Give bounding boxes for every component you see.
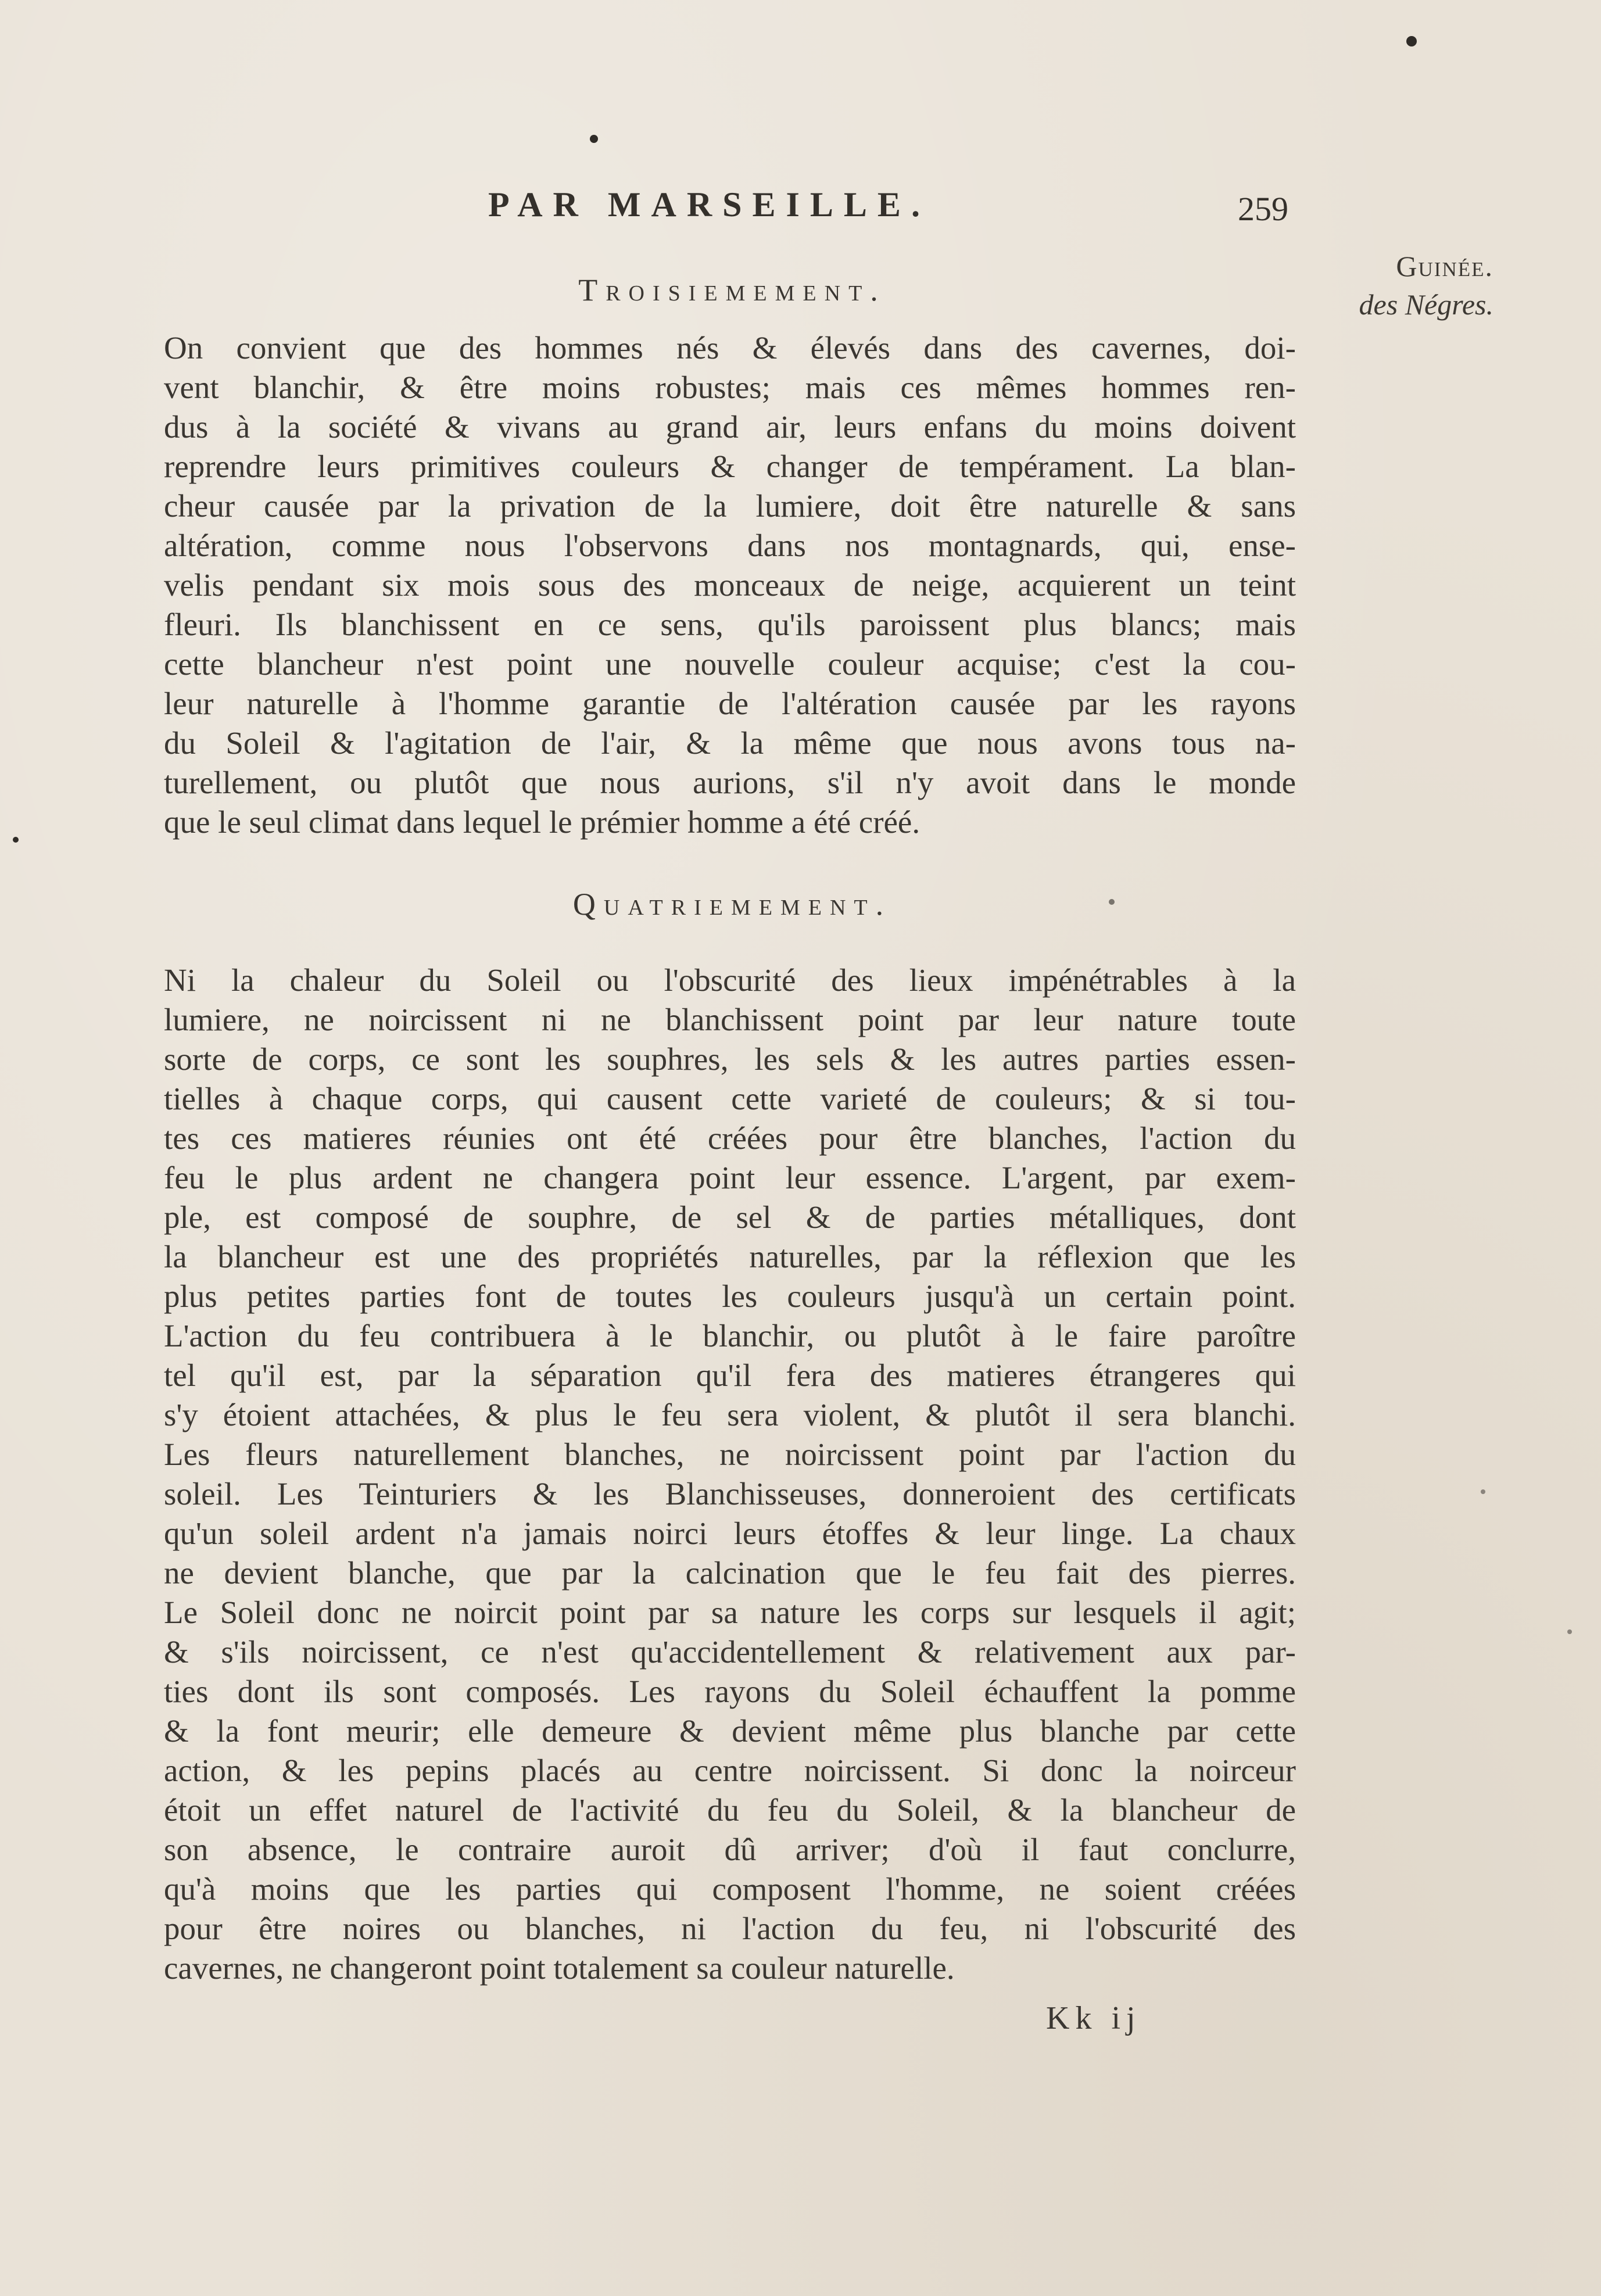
text-line: velis pendant six mois sous des monceaux de neige, acquierent un teint <box>164 567 1296 603</box>
text-line: L'action du feu contribuera à le blanchir, ou plutôt à le faire paroître <box>164 1318 1296 1353</box>
text-line: Ni la chaleur du Soleil ou l'obscurité des lieux impénétrables à la <box>164 962 1296 998</box>
text-line: ne devient blanche, que par la calcination que le feu fait des pierres. <box>164 1555 1296 1591</box>
text-line: qu'un soleil ardent n'a jamais noirci leurs étoffes & leur linge. La chaux <box>164 1516 1296 1551</box>
text-line: altération, comme nous l'observons dans nos montagnards, qui, ense- <box>164 528 1296 563</box>
text-line: la blancheur est une des propriétés naturelles, par la réflexion que les <box>164 1239 1296 1274</box>
signature-mark: Kk ij <box>1046 2000 1141 2036</box>
text-line: lumiere, ne noircissent ni ne blanchissent point par leur nature toute <box>164 1002 1296 1037</box>
text-line: Les fleurs naturellement blanches, ne noircissent point par l'action du <box>164 1437 1296 1472</box>
section-heading: Quatriemement. <box>572 887 892 922</box>
text-line: Le Soleil donc ne noircit point par sa nature les corps sur lesquels il agit; <box>164 1595 1296 1630</box>
text-line: reprendre leurs primitives couleurs & changer de tempérament. La blan- <box>164 449 1296 484</box>
text-line: pour être noires ou blanches, ni l'action du feu, ni l'obscurité des <box>164 1911 1296 1946</box>
paper-speck <box>1406 36 1417 46</box>
text-line: vent blanchir, & être moins robustes; mais ces mêmes hommes ren- <box>164 370 1296 405</box>
text-line: & s'ils noircissent, ce n'est qu'accidentellement & relativement aux par- <box>164 1634 1296 1670</box>
text-line: plus petites parties font de toutes les couleurs jusqu'à un certain point. <box>164 1278 1296 1314</box>
text-line: dus à la société & vivans au grand air, leurs enfans du moins doivent <box>164 409 1296 445</box>
text-line: leur naturelle à l'homme garantie de l'altération causée par les rayons <box>164 686 1296 721</box>
text-line: On convient que des hommes nés & élevés dans des cavernes, doi- <box>164 330 1296 366</box>
text-line: soleil. Les Teinturiers & les Blanchisseuses, donneroient des certificats <box>164 1476 1296 1511</box>
text-line: étoit un effet naturel de l'activité du feu du Soleil, & la blancheur de <box>164 1792 1296 1828</box>
margin-note-line-1: Guinée. <box>1396 250 1493 282</box>
running-head: PAR MARSEILLE. <box>488 185 930 224</box>
text-line: fleuri. Ils blanchissent en ce sens, qu'ils paroissent plus blancs; mais <box>164 607 1296 642</box>
section-heading: Troisiemement. <box>578 273 886 307</box>
margin-note-line-2: des Négres. <box>1359 288 1493 321</box>
paragraph <box>164 328 1296 842</box>
text-line: feu le plus ardent ne changera point leur essence. L'argent, par exem- <box>164 1160 1296 1195</box>
text-line: qu'à moins que les parties qui composent l'homme, ne soient créées <box>164 1871 1296 1907</box>
text-line: tielles à chaque corps, qui causent cette varieté de couleurs; & si tou- <box>164 1081 1296 1116</box>
text-line: cheur causée par la privation de la lumiere, doit être naturelle & sans <box>164 488 1296 524</box>
text-line: cette blancheur n'est point une nouvelle couleur acquise; c'est la cou- <box>164 646 1296 682</box>
paragraph <box>164 961 1296 1988</box>
text-line: tel qu'il est, par la séparation qu'il fera des matieres étrangeres qui <box>164 1357 1296 1393</box>
paper-speck <box>1109 899 1115 905</box>
text-line: & la font meurir; elle demeure & devient même plus blanche par cette <box>164 1713 1296 1749</box>
text-line: ties dont ils sont composés. Les rayons du Soleil échauffent la pomme <box>164 1674 1296 1709</box>
paper-speck <box>590 135 598 143</box>
page-number: 259 <box>1238 190 1288 228</box>
text-line: tes ces matieres réunies ont été créées pour être blanches, l'action du <box>164 1120 1296 1156</box>
paper-speck <box>1567 1629 1572 1634</box>
text-line: cavernes, ne changeront point totalement sa couleur naturelle. <box>164 1950 955 1986</box>
text-line: que le seul climat dans lequel le prémier homme a été créé. <box>164 804 921 840</box>
margin-note <box>1296 247 1493 324</box>
paper-speck <box>1481 1489 1485 1494</box>
text-line: action, & les pepins placés au centre noircissent. Si donc la noirceur <box>164 1753 1296 1788</box>
text-line: s'y étoient attachées, & plus le feu sera violent, & plutôt il sera blanchi. <box>164 1397 1296 1432</box>
text-line: son absence, le contraire auroit dû arriver; d'où il faut conclurre, <box>164 1832 1296 1867</box>
text-line: sorte de corps, ce sont les souphres, les sels & les autres parties essen- <box>164 1041 1296 1077</box>
text-line: turellement, ou plutôt que nous aurions, s'il n'y avoit dans le monde <box>164 765 1296 800</box>
text-line: du Soleil & l'agitation de l'air, & la même que nous avons tous na- <box>164 725 1296 761</box>
text-line: ple, est composé de souphre, de sel & de parties métalliques, dont <box>164 1199 1296 1235</box>
paper-speck <box>13 837 19 843</box>
